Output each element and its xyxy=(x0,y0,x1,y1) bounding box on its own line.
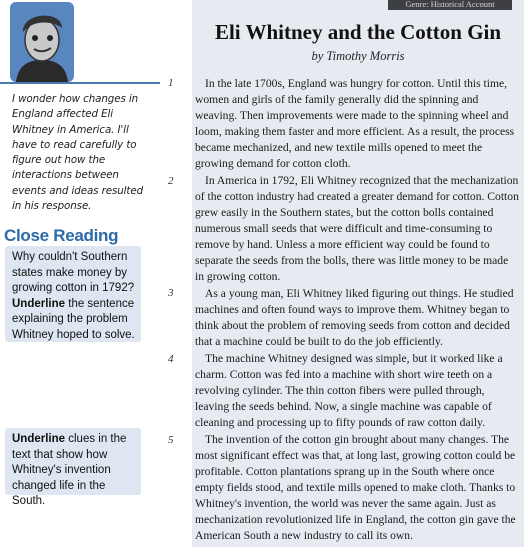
paragraph-number: 2 xyxy=(168,175,174,187)
note-2-bold: Underline xyxy=(12,433,66,445)
paragraph-number: 4 xyxy=(168,353,174,365)
thought-bubble-text: I wonder how changes in England affected Eli Whitney in America. I'll have to read carefully to figure out how the interactions between events and ideas resulted in his response. xyxy=(12,93,144,213)
paragraph-4: The machine Whitney designed was simple, but it worked like a charm. Cotton was fed into a machine with short wire teeth on a revolving cylinder. The thin cotton fibers were pulled through, leaving the seeds behind. Now, a single machine was capable of cleaning and processing up to fifty pounds of raw cotton daily. xyxy=(195,352,503,429)
sidebar-divider xyxy=(0,82,160,84)
genre-tab: Genre: Historical Account xyxy=(388,0,512,10)
article-title: Eli Whitney and the Cotton Gin xyxy=(214,20,502,44)
article-byline: by Timothy Morris xyxy=(311,49,405,63)
student-avatar-icon xyxy=(10,2,74,82)
close-reading-note-2 xyxy=(5,428,141,507)
paragraph-3: As a young man, Eli Whitney liked figuring out things. He studied machines and often found ways to improve them. Whitney began to think about the problem of removing seeds from cotton and decided that a machine could be built to do the job efficiently. xyxy=(195,287,514,348)
close-reading-title: Close Reading xyxy=(4,226,119,245)
close-reading-note-1 xyxy=(5,246,141,342)
note-1-rest: the sentence explaining the problem Whitney hoped to solve. xyxy=(12,297,135,341)
paragraph-number: 3 xyxy=(168,287,174,299)
paragraph-number: 1 xyxy=(168,77,174,89)
paragraph-1: In the late 1700s, England was hungry for cotton. Until this time, women and girls of the family generally did the spinning and weaving. Then improvements were made to the spinning wheel and loom, making them faster and more efficient. As a result, the process became mechanized, and new textile mills opened to meet the growing demand for cotton cloth. xyxy=(195,77,515,170)
note-1-bold: Underline xyxy=(12,297,66,310)
paragraph-5: The invention of the cotton gin brought about many changes. The most significant effect was that, at long last, growing cotton could be profitable. Cotton plantations sprang up in the South where once empty fields stood, and textile mills opened to make cloth. Thanks to Whitney's invention, the world was never the same again. Just as mechanization revolutionized life in England, the cotton gin gave the American South a new industry to call its own. xyxy=(195,433,516,542)
sidebar xyxy=(0,0,160,547)
note-2-rest: clues in the text that show how Whitney's invention changed life in the South. xyxy=(12,433,127,507)
note-1-intro: Why couldn't Southern states make money by growing cotton in 1792? xyxy=(12,251,135,294)
paragraph-number: 5 xyxy=(168,434,174,446)
paragraph-2: In America in 1792, Eli Whitney recognized that the mechanization of the cotton industry had created a greater demand for cotton. Cotton grew easily in the Southern states, but the cotton bolls contained numerous small seeds that were difficult and time-consuming to remove by hand. Unless a more efficient way could be found to separate the seeds from the bolls, there was little money to be made in growing cotton. xyxy=(195,174,519,283)
